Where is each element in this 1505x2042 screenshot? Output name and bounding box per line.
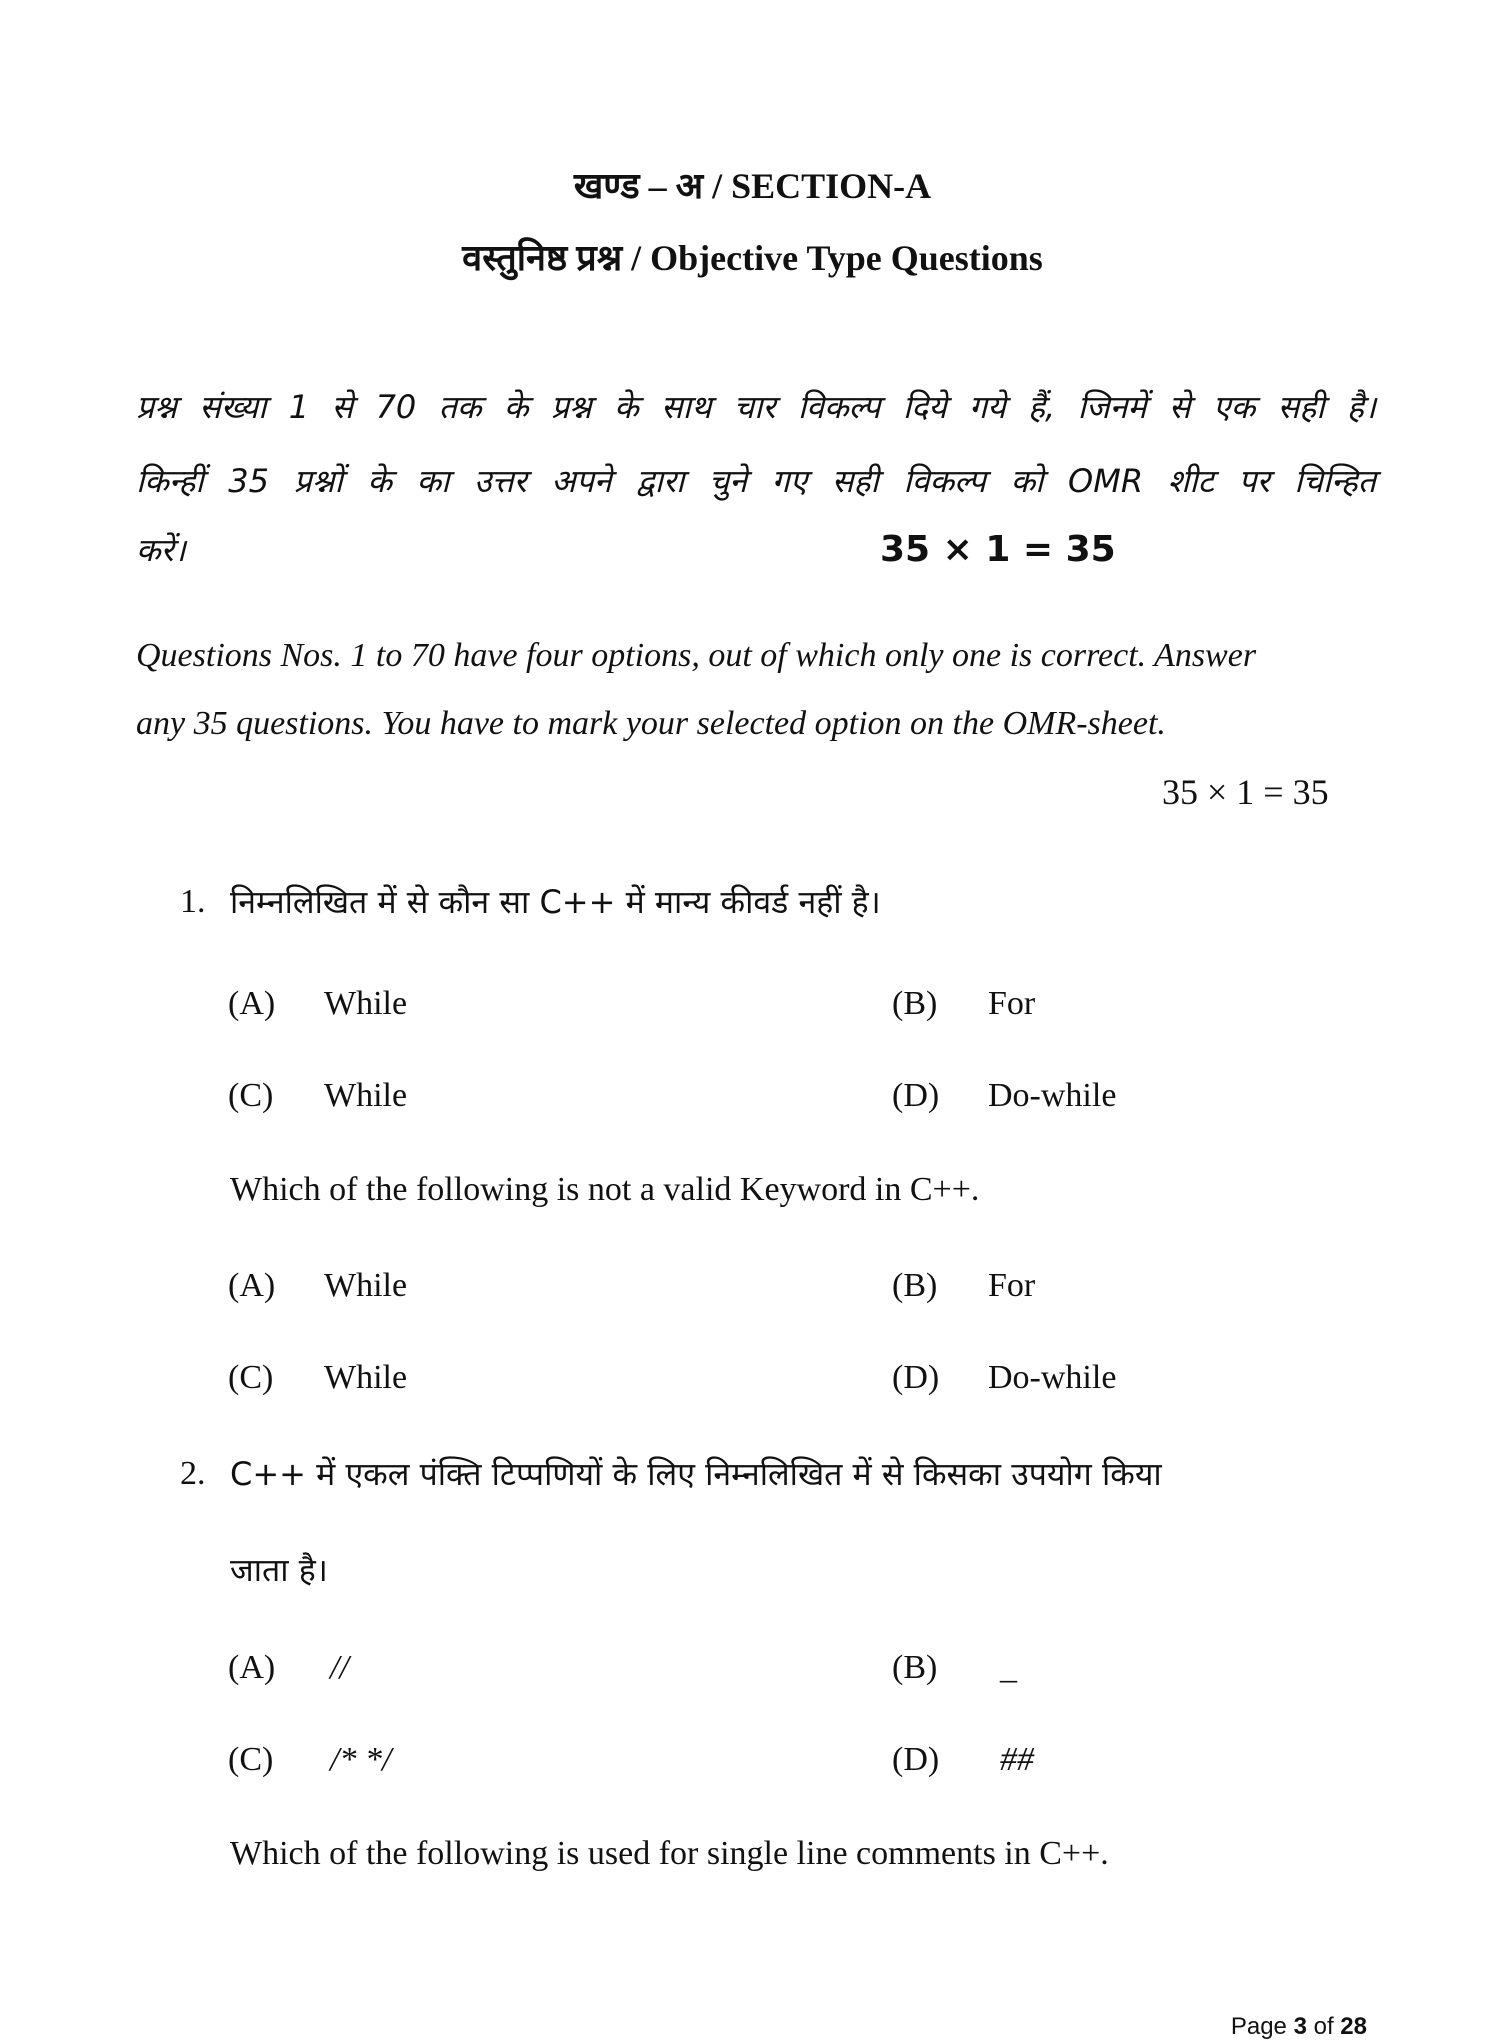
question-1-english-text: Which of the following is not a valid Keyword in C++. [230,1171,980,1208]
option-text: ## [1000,1741,1034,1778]
page-of: of [1313,2013,1334,2040]
hindi-instruction-line-3: करें। [136,531,186,569]
option-label: (B) [892,1649,938,1686]
page-current: 3 [1293,2013,1307,2040]
question-number: 1. [180,883,206,920]
question-number: 2. [180,1455,206,1492]
option-text: While [324,1359,408,1396]
option-text: // [330,1649,349,1686]
option-text: /* */ [330,1741,392,1778]
english-instruction-line-2: any 35 questions. You have to mark your selected option on the OMR-sheet. [136,705,1166,742]
option-text: Do-while [988,1359,1117,1396]
option-text: While [324,1077,408,1114]
option-text: Do-while [988,1077,1117,1114]
page-word: Page [1230,2013,1287,2040]
option-label: (B) [892,985,938,1022]
section-subtitle: वस्तुनिष्ठ प्रश्न / Objective Type Questions [462,238,1043,278]
page-footer [1231,2012,1367,2042]
option-label: (A) [228,1267,276,1304]
english-instruction-line-1: Questions Nos. 1 to 70 have four options, out of which only one is correct. Answer [136,637,1257,674]
option-label: (D) [892,1077,940,1114]
english-marks: 35 × 1 = 35 [1162,772,1329,812]
option-label: (D) [892,1359,940,1396]
option-text: While [324,985,408,1022]
question-2-english-text: Which of the following is used for single line comments in C++. [230,1835,1109,1872]
hindi-instruction-line-1: प्रश्न संख्या 1 से 70 तक के प्रश्न के साथ चार विकल्प दिये गये हैं, जिनमें से एक सही है। [136,388,1376,426]
question-2-hindi-text-line-2: जाता है। [230,1551,328,1589]
option-label: (C) [228,1359,274,1396]
option-label: (B) [892,1267,938,1304]
option-text: For [988,1267,1036,1304]
option-label: (C) [228,1741,274,1778]
question-2-hindi-text-line-1: C++ में एकल पंक्ति टिप्पणियों के लिए निम्नलिखित में से किसका उपयोग किया [230,1455,1162,1493]
option-text: For [988,985,1036,1022]
option-label: (C) [228,1077,274,1114]
option-label: (D) [892,1741,940,1778]
question-1-hindi-text: निम्नलिखित में से कौन सा C++ में मान्य कीवर्ड नहीं है। [230,883,881,921]
section-title: खण्ड – अ / SECTION-A [573,166,932,206]
option-text: _ [1000,1649,1017,1686]
page-total: 28 [1340,2013,1367,2040]
hindi-marks: 35 × 1 = 35 [880,529,1116,570]
option-text: While [324,1267,408,1304]
option-label: (A) [228,1649,276,1686]
option-label: (A) [228,985,276,1022]
hindi-instruction-line-2: किन्हीं 35 प्रश्नों के का उत्तर अपने द्वारा चुने गए सही विकल्प को OMR शीट पर चिन्हित [136,462,1376,500]
